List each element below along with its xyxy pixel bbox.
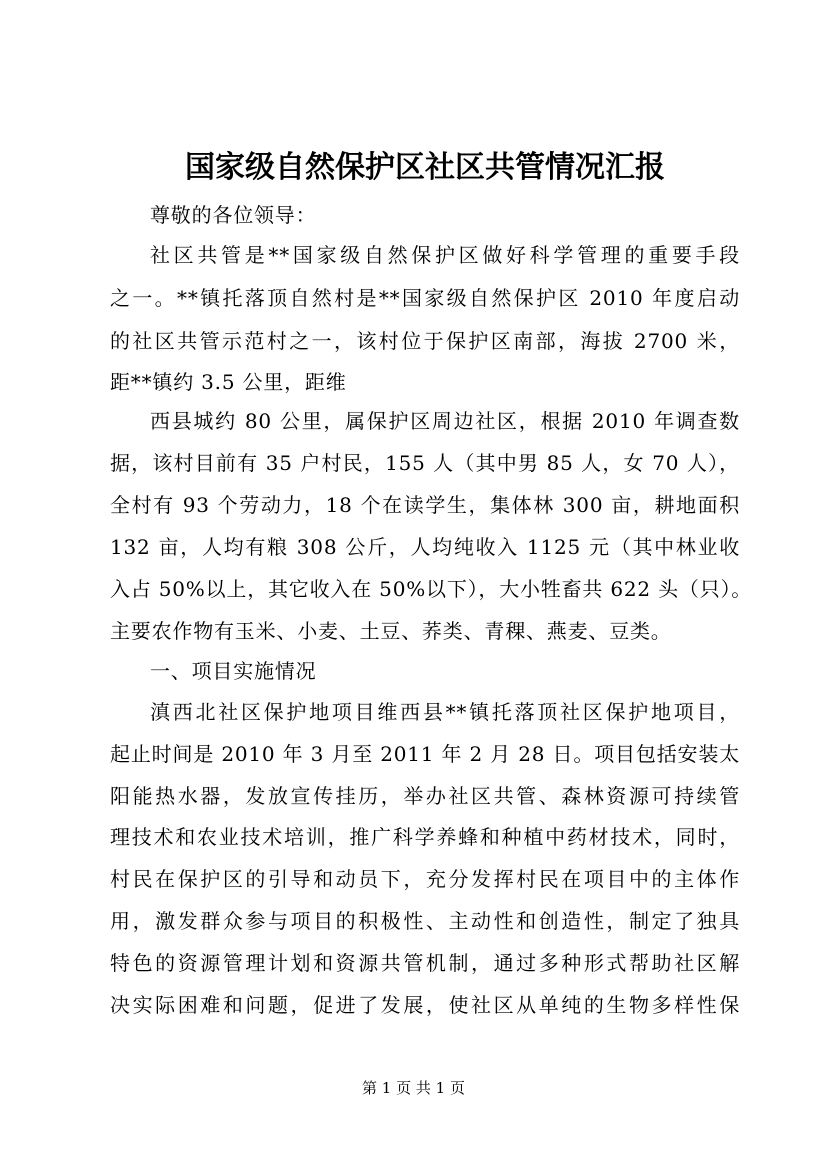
paragraph-line: 距**镇约 3.5 公里，距维 — [110, 370, 347, 394]
paragraph-line: 决实际困难和问题，促进了发展，使社区从单纯的生物多样性保 — [110, 993, 740, 1017]
paragraph-line: 之一。**镇托落顶自然村是**国家级自然保护区 2010 年度启动 — [110, 286, 740, 310]
paragraph-line: 社区共管是**国家级自然保护区做好科学管理的重要手段 — [150, 243, 740, 267]
paragraph-line: 据，该村目前有 35 户村民，155 人（其中男 85 人，女 70 人）， — [110, 451, 740, 475]
paragraph-line: 主要农作物有玉米、小麦、土豆、荞类、青稞、燕麦、豆类。 — [110, 619, 672, 643]
paragraph-line: 132 亩，人均有粮 308 公斤，人均纯收入 1125 元（其中林业收 — [110, 535, 740, 559]
paragraph-line: 特色的资源管理计划和资源共管机制，通过多种形式帮助社区解 — [110, 951, 740, 975]
paragraph-line: 滇西北社区保护地项目维西县**镇托落顶社区保护地项目， — [150, 700, 740, 724]
section-heading: 一、项目实施情况 — [150, 659, 317, 683]
paragraph-line: 起止时间是 2010 年 3 月至 2011 年 2 月 28 日。项目包括安装太 — [110, 742, 740, 766]
paragraph-line: 村民在保护区的引导和动员下，充分发挥村民在项目中的主体作 — [110, 867, 740, 891]
paragraph-line: 理技术和农业技术培训，推广科学养蜂和种植中药材技术，同时， — [110, 825, 740, 849]
paragraph-line: 全村有 93 个劳动力，18 个在读学生，集体林 300 亩，耕地面积 — [110, 493, 740, 517]
paragraph-line: 西县城约 80 公里，属保护区周边社区，根据 2010 年调查数 — [150, 409, 740, 433]
paragraph-line: 入占 50%以上，其它收入在 50%以下），大小牲畜共 622 头（只）。 — [110, 577, 753, 601]
paragraph-line: 的社区共管示范村之一，该村位于保护区南部，海拔 2700 米， — [110, 329, 740, 353]
salutation: 尊敬的各位领导： — [150, 203, 317, 227]
document-title: 国家级自然保护区社区共管情况汇报 — [185, 150, 665, 185]
paragraph-line: 用，激发群众参与项目的积极性、主动性和创造性，制定了独具 — [110, 909, 740, 933]
paragraph-line: 阳能热水器，发放宣传挂历，举办社区共管、森林资源可持续管 — [110, 784, 740, 808]
page-number-footer: 第 1 页 共 1 页 — [362, 1079, 465, 1097]
